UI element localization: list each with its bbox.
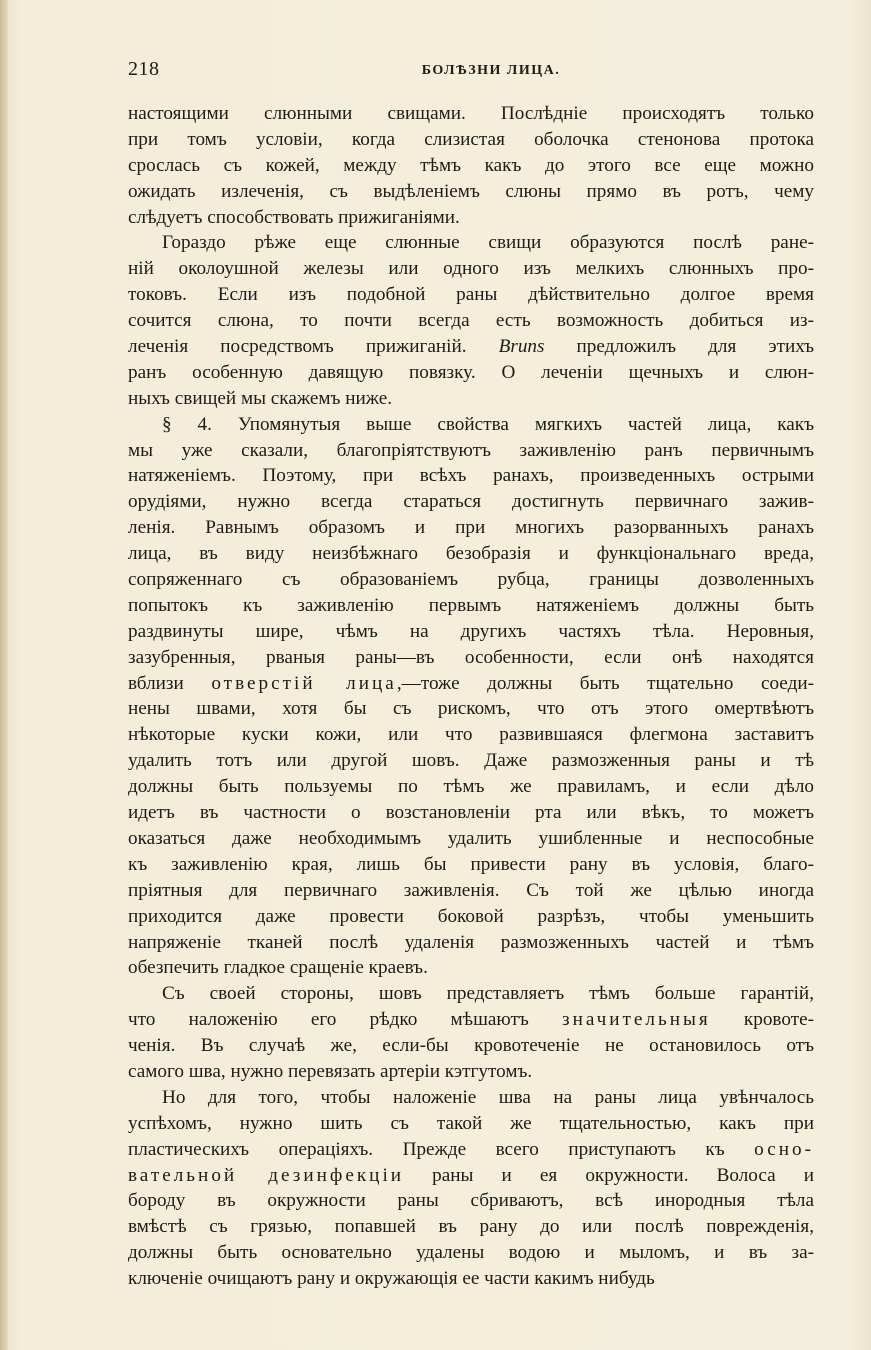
text-line: напряженіе тканей послѣ удаленія размозженныхъ частей и тѣмъ: [128, 931, 814, 953]
text-line: успѣхомъ, нужно шить съ такой же тщательностью, какъ при: [128, 1112, 814, 1134]
text-line: что наложенію его рѣдко мѣшаютъ значительныя кровоте-: [128, 1009, 814, 1031]
text-line: ранъ особенную давящую повязку. О леченіи щечныхъ и слюн-: [128, 361, 814, 383]
text-line: бороду въ окружности раны сбриваютъ, всѣ инородныя тѣла: [128, 1190, 814, 1212]
text-line: должны быть пользуемы по тѣмъ же правиламъ, и если дѣло: [128, 776, 814, 798]
text-line: вательной дезинфекціи раны и ея окружности. Волоса и: [128, 1164, 815, 1186]
text-line: вмѣстѣ съ грязью, попавшей въ рану до или послѣ поврежденія,: [128, 1216, 814, 1238]
spaced-emphasis: значительныя: [561, 1009, 711, 1031]
text-line: удалить тотъ или другой шовъ. Даже размозженныя раны и тѣ: [128, 750, 814, 772]
italic-name: Bruns: [498, 336, 545, 358]
text-line: леченія посредствомъ прижиганій. Bruns предложилъ для этихъ: [128, 336, 815, 358]
text-line: должны быть основательно удалены водою и мыломъ, и въ за-: [128, 1242, 814, 1264]
text-line: нены швами, хотя бы съ рискомъ, что отъ этого омертвѣютъ: [128, 698, 814, 720]
text-line: пріятныя для первичнаго заживленія. Съ той же цѣлью иногда: [128, 879, 814, 901]
spaced-emphasis: вательной дезинфекціи: [128, 1164, 405, 1186]
running-title: БОЛѢЗНИ ЛИЦА.: [421, 63, 561, 78]
text-line: орудіями, нужно всегда стараться достигнуть первичнаго зажив-: [128, 491, 814, 513]
text-line: обезпечить гладкое сращеніе краевъ.: [128, 957, 428, 979]
paragraph: [128, 981, 814, 1085]
text-line: мы уже сказали, благопріятствуютъ заживленію ранъ первичнымъ: [128, 439, 814, 461]
text-line: настоящими слюнными свищами. Послѣдніе происходятъ только: [128, 103, 814, 124]
text-line: § 4. Упомянутыя выше свойства мягкихъ частей лица, какъ: [162, 413, 814, 435]
text-line: при томъ условіи, когда слизистая оболочка стенонова протока: [128, 128, 814, 150]
text-line: ленія. Равнымъ образомъ и при многихъ разорванныхъ ранахъ: [128, 517, 814, 539]
paragraph: [128, 412, 814, 982]
text-line: оказаться даже необходимымъ удалить ушибленные и неспособные: [128, 827, 814, 849]
text-line: натяженіемъ. Поэтому, при всѣхъ ранахъ, произведенныхъ острыми: [128, 465, 814, 487]
text-line: зазубренныя, рваныя раны—въ особенности, если онѣ находятся: [128, 646, 814, 668]
paragraph: [128, 230, 814, 411]
text-line: ключеніе очищаютъ рану и окружающія ее части какимъ нибудь: [128, 1268, 655, 1290]
text-line: самого шва, нужно перевязать артеріи кэтгутомъ.: [128, 1060, 533, 1082]
paragraph: [128, 101, 814, 230]
text-line: сопряженнаго съ образованіемъ рубца, границы дозволенныхъ: [128, 569, 814, 591]
text-line: сочится слюна, то почти всегда есть возможность добиться из-: [128, 310, 814, 332]
spaced-emphasis: отверстій лица: [211, 672, 397, 694]
text-line: попытокъ къ заживленію первымъ натяженіемъ должны быть: [128, 594, 814, 616]
text-line: Гораздо рѣже еще слюнные свищи образуются послѣ ране-: [162, 232, 814, 254]
body-text: [128, 101, 814, 1292]
text-line: ожидать излеченія, съ выдѣленіемъ слюны прямо въ ротъ, чему: [128, 180, 814, 202]
text-line: Съ своей стороны, шовъ представляетъ тѣмъ больше гарантій,: [162, 983, 814, 1005]
text-line: вблизи отверстій лица,—тоже должны быть тщательно соеди-: [128, 672, 814, 694]
spaced-emphasis: осно-: [754, 1138, 814, 1160]
text-line: нѣкоторые куски кожи, или что развившаяся флегмона заставитъ: [128, 724, 814, 746]
text-line: Но для того, чтобы наложеніе шва на раны лица увѣнчалось: [162, 1086, 814, 1108]
page-binding-edge: [0, 0, 8, 1350]
text-line: ныхъ свищей мы скажемъ ниже.: [128, 387, 393, 409]
text-line: срослась съ кожей, между тѣмъ какъ до этого все еще можно: [128, 154, 814, 176]
text-line: пластическихъ операціяхъ. Прежде всего приступаютъ къ осно-: [128, 1138, 814, 1160]
text-line: раздвинуты шире, чѣмъ на другихъ частяхъ тѣла. Неровныя,: [128, 620, 814, 642]
page-number: 218: [128, 58, 160, 80]
text-line: слѣдуетъ способствовать прижиганіями.: [128, 206, 460, 228]
page-header: [128, 58, 814, 86]
text-line: ній околоушной железы или одного изъ мелкихъ слюнныхъ про-: [128, 258, 814, 280]
text-line: къ заживленію края, лишь бы привести рану въ условія, благо-: [128, 853, 814, 875]
text-line: ченія. Въ случаѣ же, если-бы кровотеченіе не остановилось отъ: [128, 1035, 814, 1057]
text-line: приходится даже провести боковой разрѣзъ, чтобы уменьшить: [128, 905, 814, 927]
paragraph: [128, 1085, 814, 1292]
text-line: лица, въ виду неизбѣжнаго безобразія и функціональнаго вреда,: [128, 543, 814, 565]
text-line: идетъ въ частности о возстановленіи рта или вѣкъ, то можетъ: [128, 802, 814, 824]
text-line: токовъ. Если изъ подобной раны дѣйствительно долгое время: [128, 284, 814, 306]
